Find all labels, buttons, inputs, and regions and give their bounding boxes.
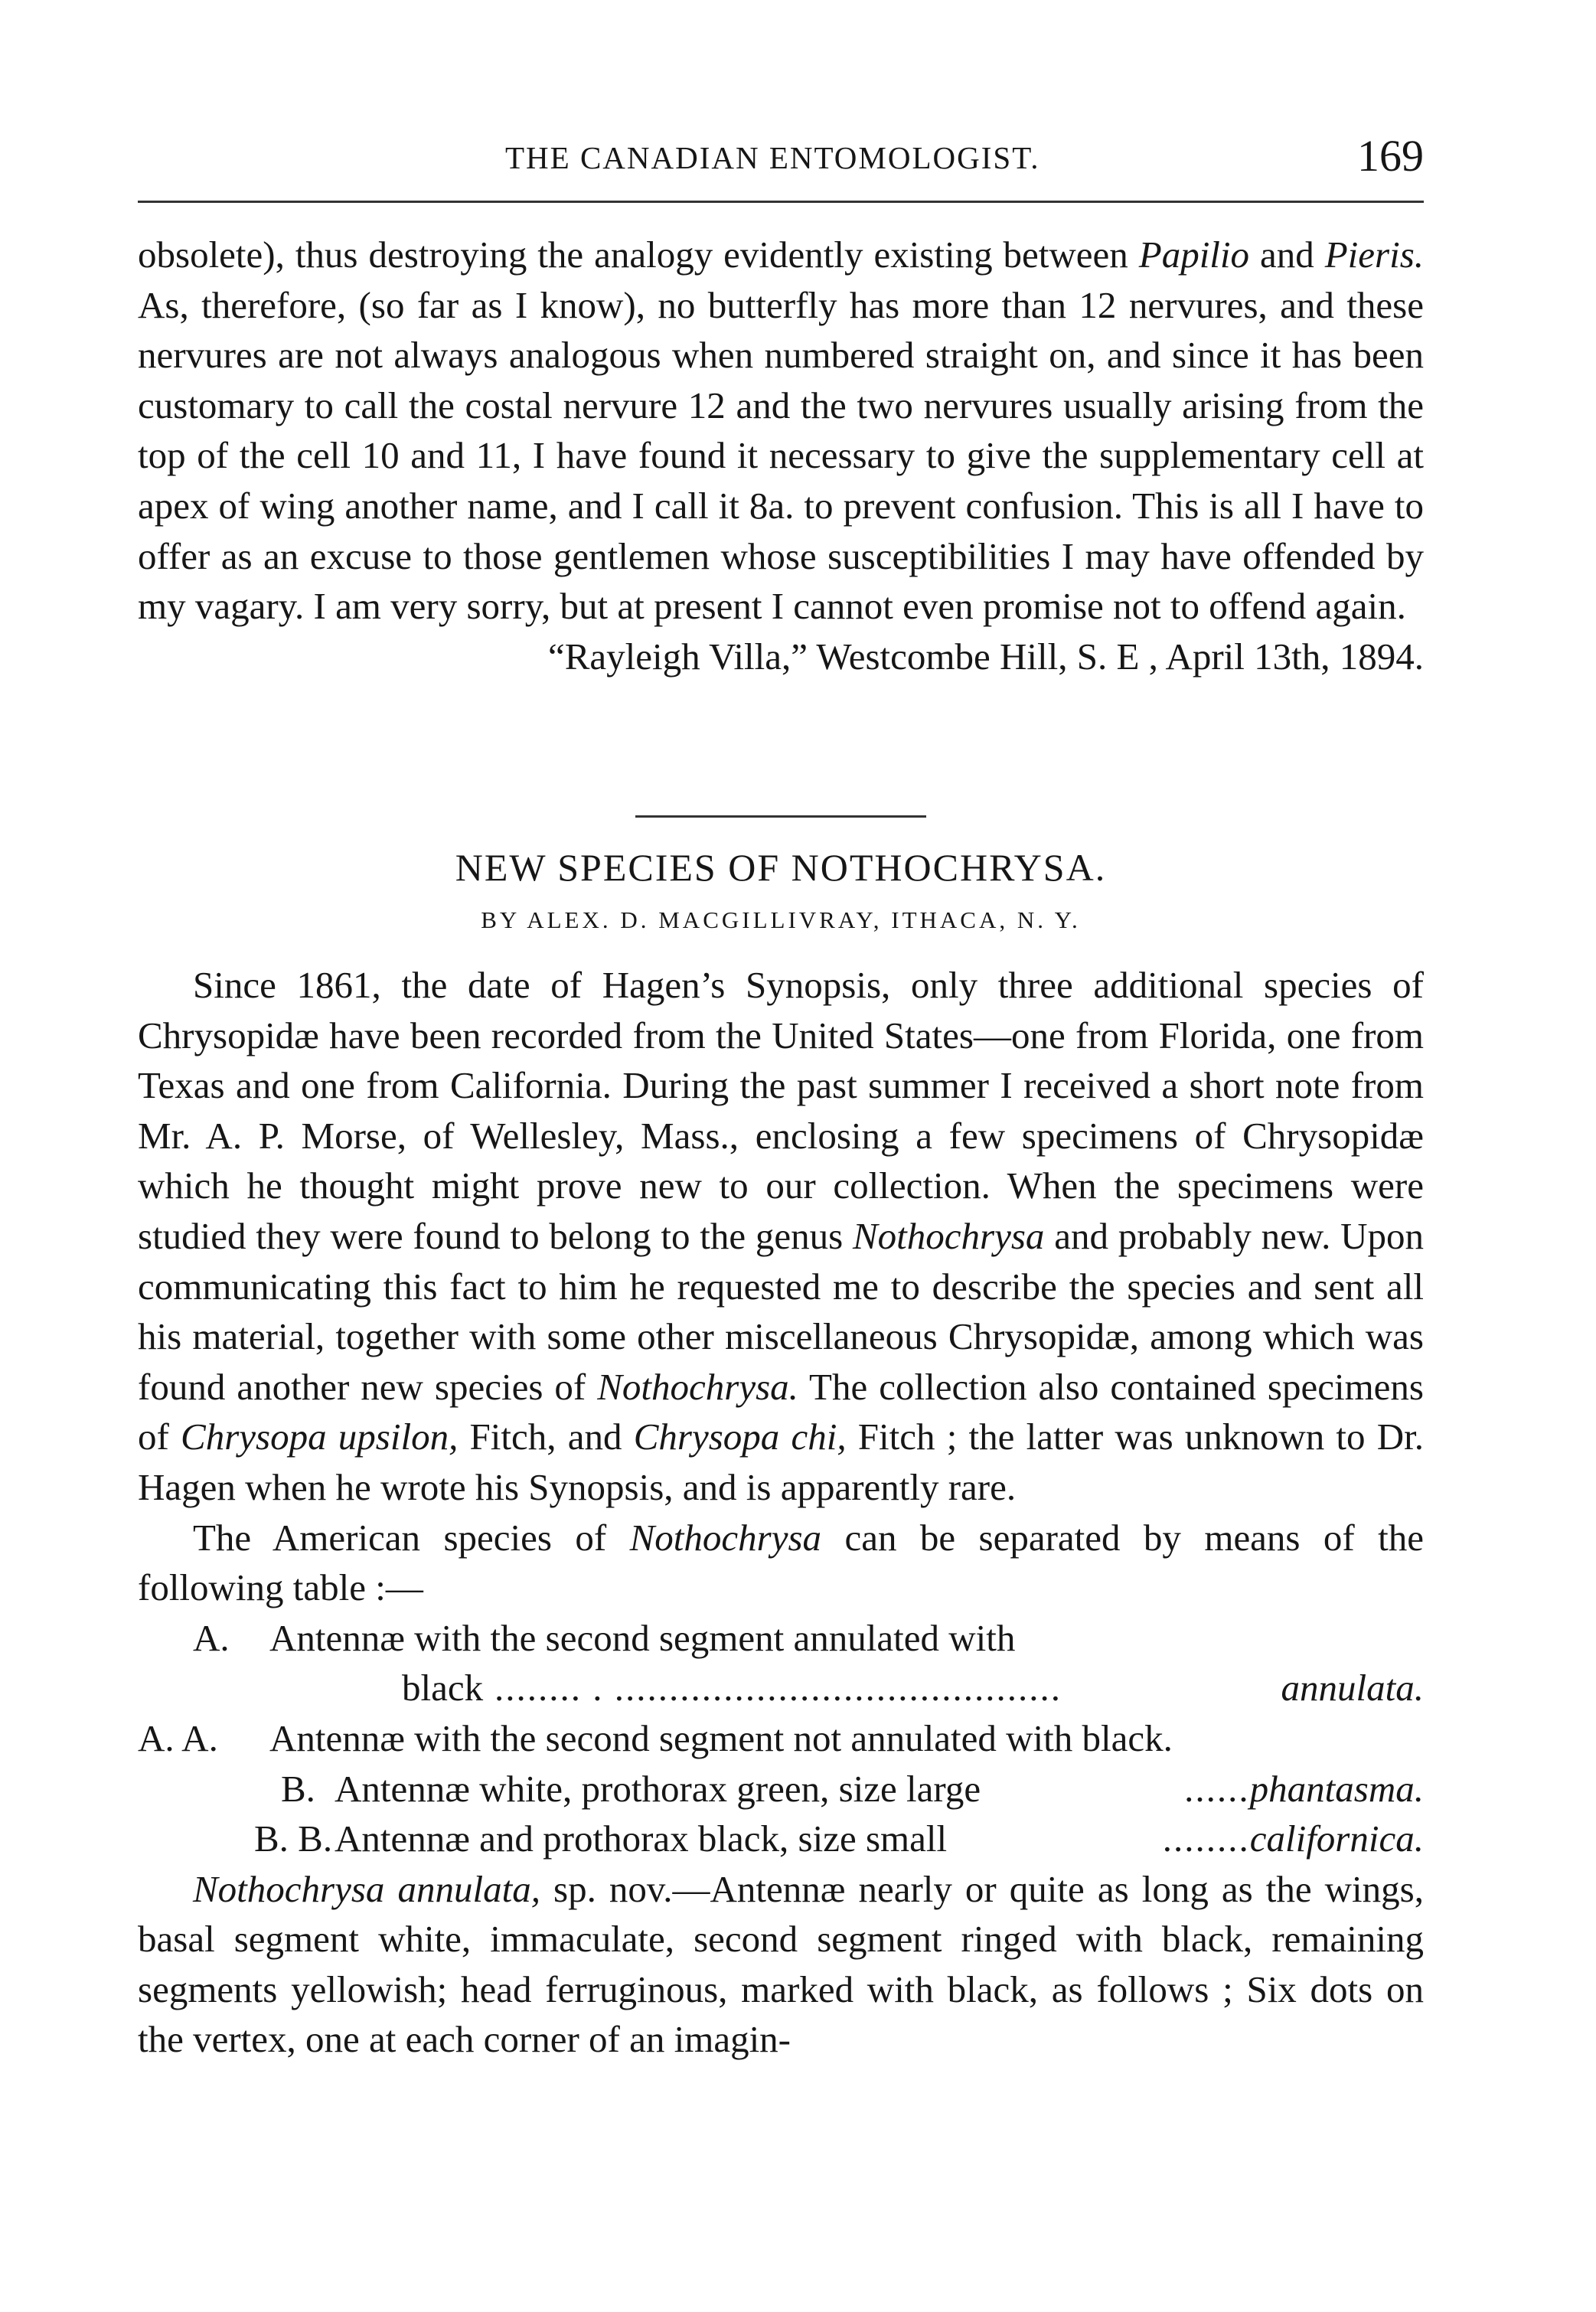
- species-key-table: [138, 1613, 1424, 1864]
- species-description: Nothochrysa annulata, sp. nov.—Antennæ nearly or quite as long as the wings, basal segment white, immaculate, second segment ringed with black, remaining segments yellowish; head ferruginous, marked with black, as follows ; Six dots on the vertex, one at each corner of an imagin-: [138, 1867, 1424, 2061]
- key-row-bb: [138, 1814, 1424, 1864]
- key-label: B. B.: [254, 1817, 333, 1860]
- article-heading: [138, 841, 1424, 942]
- key-label: A. A.: [138, 1716, 218, 1759]
- key-leader-dots: ........: [1162, 1817, 1250, 1860]
- key-text: Antennæ with the second segment not annulated with black.: [269, 1716, 1173, 1759]
- running-title: THE CANADIAN ENTOMOLOGIST.: [505, 140, 1040, 175]
- key-leader-dots: ......: [1184, 1767, 1250, 1810]
- header-rule: [138, 201, 1424, 203]
- key-label: B.: [281, 1767, 315, 1810]
- article-paragraph: Since 1861, the date of Hagen’s Synopsis, only three additional species of Chrysopidæ have been recorded from the United States—one from Florida, one from Texas and one from California. During the past summer I received a short note from Mr. A. P. Morse, of Wellesley, Mass., enclosing a few specimens of Chrysopidæ which he thought might prove new to our collection. When the specimens were studied they were found to belong to the genus Nothochrysa and probably new. Upon communicating this fact to him he requested me to describe the species and sent all his material, together with some other miscellaneous Chrysopidæ, among which was found another new species of Nothochrysa. The collection also contained specimens of Chrysopa upsilon, Fitch, and Chrysopa chi, Fitch ; the latter was unknown to Dr. Hagen when he wrote his Synopsis, and is apparently rare.: [138, 964, 1424, 1508]
- article-title: NEW SPECIES OF NOTHOCHRYSA.: [455, 846, 1107, 889]
- key-leader-dots: ........ . .........................................: [494, 1667, 1062, 1710]
- page-number: 169: [1357, 131, 1424, 181]
- key-text: Antennæ and prothorax black, size small: [335, 1817, 948, 1860]
- key-species-name: annulata.: [1281, 1667, 1424, 1710]
- key-row-a: [138, 1613, 1424, 1664]
- signature-line: “Rayleigh Villa,” Westcombe Hill, S. E , April 13th, 1894.: [547, 635, 1424, 678]
- key-species-name: californica.: [1249, 1817, 1424, 1860]
- key-text: black: [402, 1667, 484, 1710]
- section-divider: [635, 815, 926, 818]
- key-row-aa: [138, 1713, 1424, 1764]
- genus-pieris: Pieris.: [1324, 233, 1425, 276]
- article-byline: BY ALEX. D. MACGILLIVRAY, ITHACA, N. Y.: [481, 906, 1081, 933]
- genus-papilio: Papilio: [1138, 233, 1250, 276]
- key-text: Antennæ with the second segment annulated with: [269, 1616, 1016, 1659]
- key-species-name: phantasma.: [1249, 1767, 1424, 1810]
- article-paragraph: The American species of Nothochrysa can be separated by means of the following table :—: [138, 1516, 1424, 1609]
- article-body: [138, 960, 1424, 2065]
- key-row-b: [138, 1764, 1424, 1814]
- key-row-a-cont: [138, 1663, 1424, 1713]
- key-text: Antennæ white, prothorax green, size large: [335, 1767, 981, 1810]
- continuation-text: [138, 230, 1424, 681]
- running-head: [138, 130, 1424, 184]
- continued-paragraph: obsolete), thus destroying the analogy evidently existing between Papilio and Pieris. As, therefore, (so far as I know), no butterfly has more than 12 nervures, and these nervures are not always analogous when numbered straight on, and since it has been customary to call the costal nervure 12 and the two nervures usually arising from the top of the cell 10 and 11, I have found it necessary to give the supplementary cell at apex of wing another name, and I call it 8a. to prevent confusion. This is all I have to offer as an excuse to those gentlemen whose susceptibilities I may have offended by my vagary. I am very sorry, but at present I cannot even promise not to offend again.: [138, 233, 1425, 628]
- key-label: A.: [193, 1616, 230, 1659]
